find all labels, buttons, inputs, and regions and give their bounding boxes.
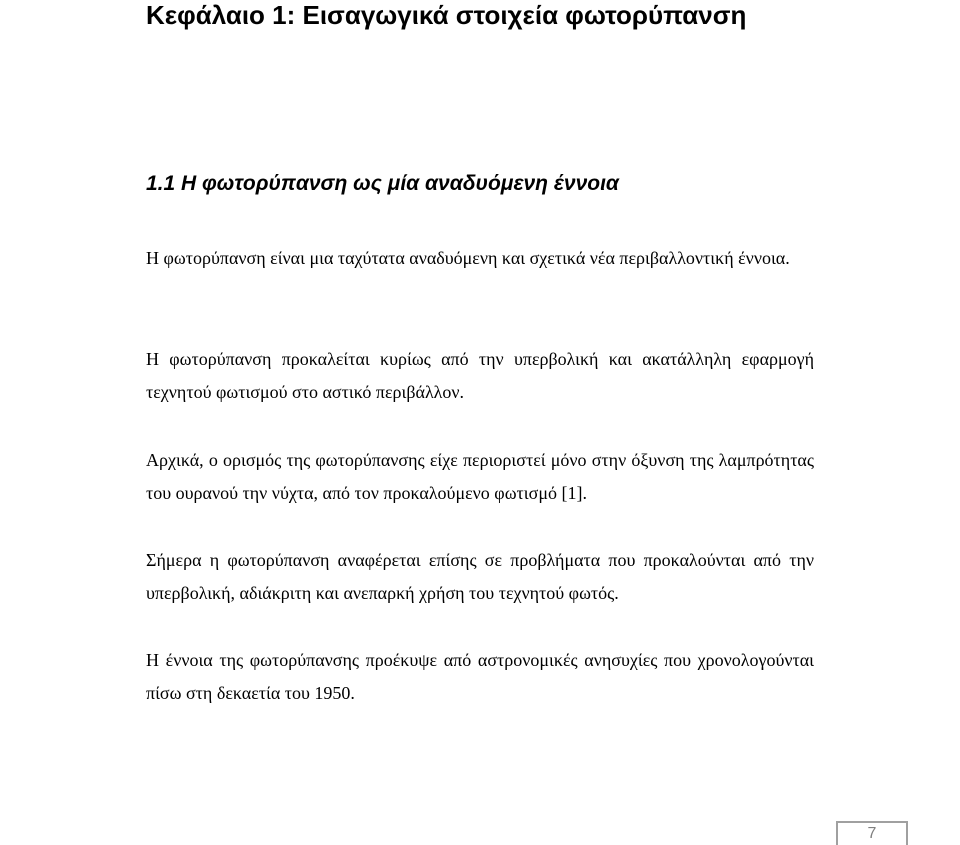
page-number-box — [836, 821, 908, 845]
chapter-title: Κεφάλαιο 1: Εισαγωγικά στοιχεία φωτορύπανση — [146, 0, 747, 30]
page-number: 7 — [867, 825, 877, 842]
section-title: 1.1 Η φωτορύπανση ως μία αναδυόμενη έννοια — [146, 172, 619, 195]
paragraph-2: Η φωτορύπανση προκαλείται κυρίως από την υπερβολική και ακατάλληλη εφαρμογή τεχνητού φωτισμού στο αστικό περιβάλλον. — [146, 349, 814, 402]
paragraph-3: Αρχικά, ο ορισμός της φωτορύπανσης είχε περιοριστεί μόνο στην όξυνση της λαμπρότητας του ουρανού την νύχτα, από τον προκαλούμενο φωτισμό [1]. — [146, 450, 814, 503]
paragraph-4: Σήμερα η φωτορύπανση αναφέρεται επίσης σε προβλήματα που προκαλούνται από την υπερβολική, αδιάκριτη και ανεπαρκή χρήση του τεχνητού φωτός. — [146, 550, 814, 603]
paragraph-1: Η φωτορύπανση είναι μια ταχύτατα αναδυόμενη και σχετικά νέα περιβαλλοντική έννοια. — [146, 248, 790, 268]
paragraph-5: Η έννοια της φωτορύπανσης προέκυψε από αστρονομικές ανησυχίες που χρονολογούνται πίσω στη δεκαετία του 1950. — [146, 650, 814, 703]
